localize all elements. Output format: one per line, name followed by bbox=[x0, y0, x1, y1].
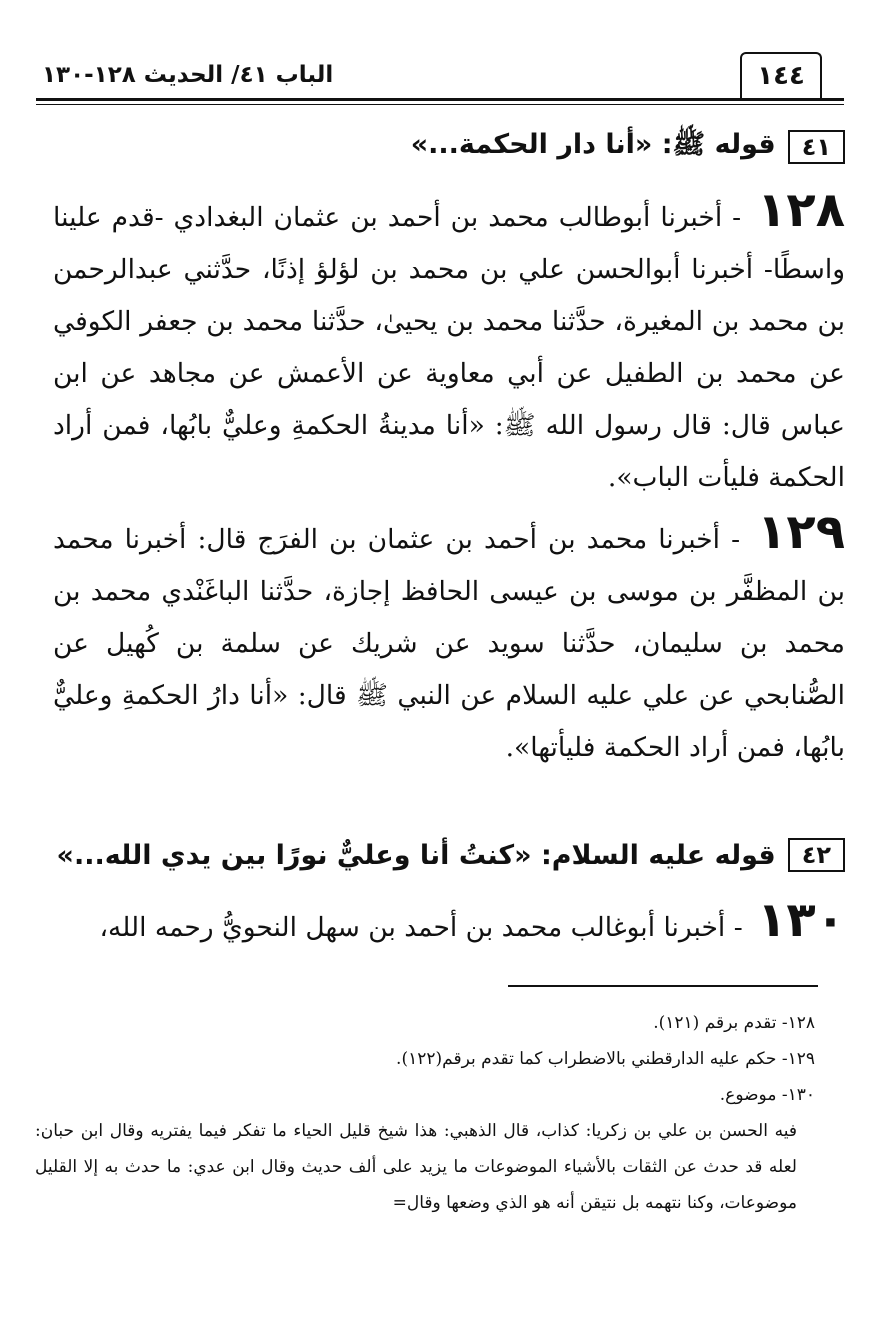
running-title: الباب ٤١/ الحديث ١٢٨-١٣٠ bbox=[42, 62, 334, 88]
footnotes bbox=[35, 1005, 815, 1221]
footnote-separator bbox=[508, 985, 818, 987]
chapter-number-box: ٤١ bbox=[788, 130, 845, 164]
header-rule bbox=[36, 98, 844, 101]
chapter-heading-42 bbox=[57, 838, 845, 872]
hadith-number: ١٣٠ bbox=[757, 892, 845, 948]
chapter-title: قوله عليه السلام: «كنتُ أنا وعليٌّ نورًا بين يدي الله...» bbox=[56, 839, 776, 871]
hadith-number: ١٢٩ bbox=[757, 504, 845, 560]
footnote-130-body: فيه الحسن بن علي بن زكريا: كذاب، قال الذهبي: هذا شيخ قليل الحياء ما تفكر فيما يفتريه وقال ابن حبان: لعله قد حدث عن الثقات بالأشياء الموضوعات ما يزيد على ألف حديث وقال ابن عدي: ما حدث به إلا القليل موضوعات، وكنا نتهمه بل نتيقن أنه هو الذي وضعها وقال= bbox=[35, 1121, 797, 1213]
footnote-128: ١٢٨- تقدم برقم (١٢١). bbox=[653, 1013, 815, 1033]
footnote-129: ١٢٩- حكم عليه الدارقطني بالاضطراب كما تقدم برقم(١٢٢). bbox=[396, 1049, 815, 1069]
page-header bbox=[36, 48, 844, 106]
page-number: ١٤٤ bbox=[740, 52, 822, 98]
chapter-title: قوله ﷺ: «أنا دار الحكمة...» bbox=[410, 129, 776, 160]
chapter-heading-41 bbox=[411, 127, 845, 167]
hadith-129 bbox=[53, 504, 845, 774]
hadith-text: - أخبرنا محمد بن أحمد بن عثمان بن الفرَج قال: أخبرنا محمد بن المظفَّر بن موسى بن عيسى الحافظ إجازة، حدَّثنا الباغَنْدي محمد بن محمد بن سليمان، حدَّثنا سويد عن شريك عن سلمة بن كُهيل عن الصُّنابحي عن علي عليه السلام عن النبي ﷺ قال: «أنا دارُ الحكمةِ وعليٌّ بابُها، فمن أراد الحكمة فليأتها». bbox=[53, 524, 845, 763]
chapter-number-box: ٤٢ bbox=[788, 838, 845, 872]
footnote-130: ١٣٠- موضوع. bbox=[719, 1085, 815, 1105]
hadith-text: - أخبرنا أبوغالب محمد بن أحمد بن سهل النحويُّ رحمه الله، bbox=[99, 912, 743, 943]
hadith-number: ١٢٨ bbox=[757, 182, 845, 238]
hadith-text: - أخبرنا أبوطالب محمد بن أحمد بن عثمان البغدادي -قدم علينا واسطًا- أخبرنا أبوالحسن علي بن محمد بن لؤلؤ إذنًا، حدَّثني عبدالرحمن بن محمد بن المغيرة، حدَّثنا محمد بن يحيىٰ، حدَّثنا محمد بن جعفر الكوفي عن محمد بن الطفيل عن أبي معاوية عن الأعمش عن مجاهد عن ابن عباس قال: قال رسول الله ﷺ: «أنا مدينةُ الحكمةِ وعليٌّ بابُها، فمن أراد الحكمة فليأت الباب». bbox=[53, 202, 845, 493]
header-rule-thin bbox=[36, 104, 844, 105]
hadith-130 bbox=[53, 892, 845, 954]
hadith-128 bbox=[53, 182, 845, 504]
